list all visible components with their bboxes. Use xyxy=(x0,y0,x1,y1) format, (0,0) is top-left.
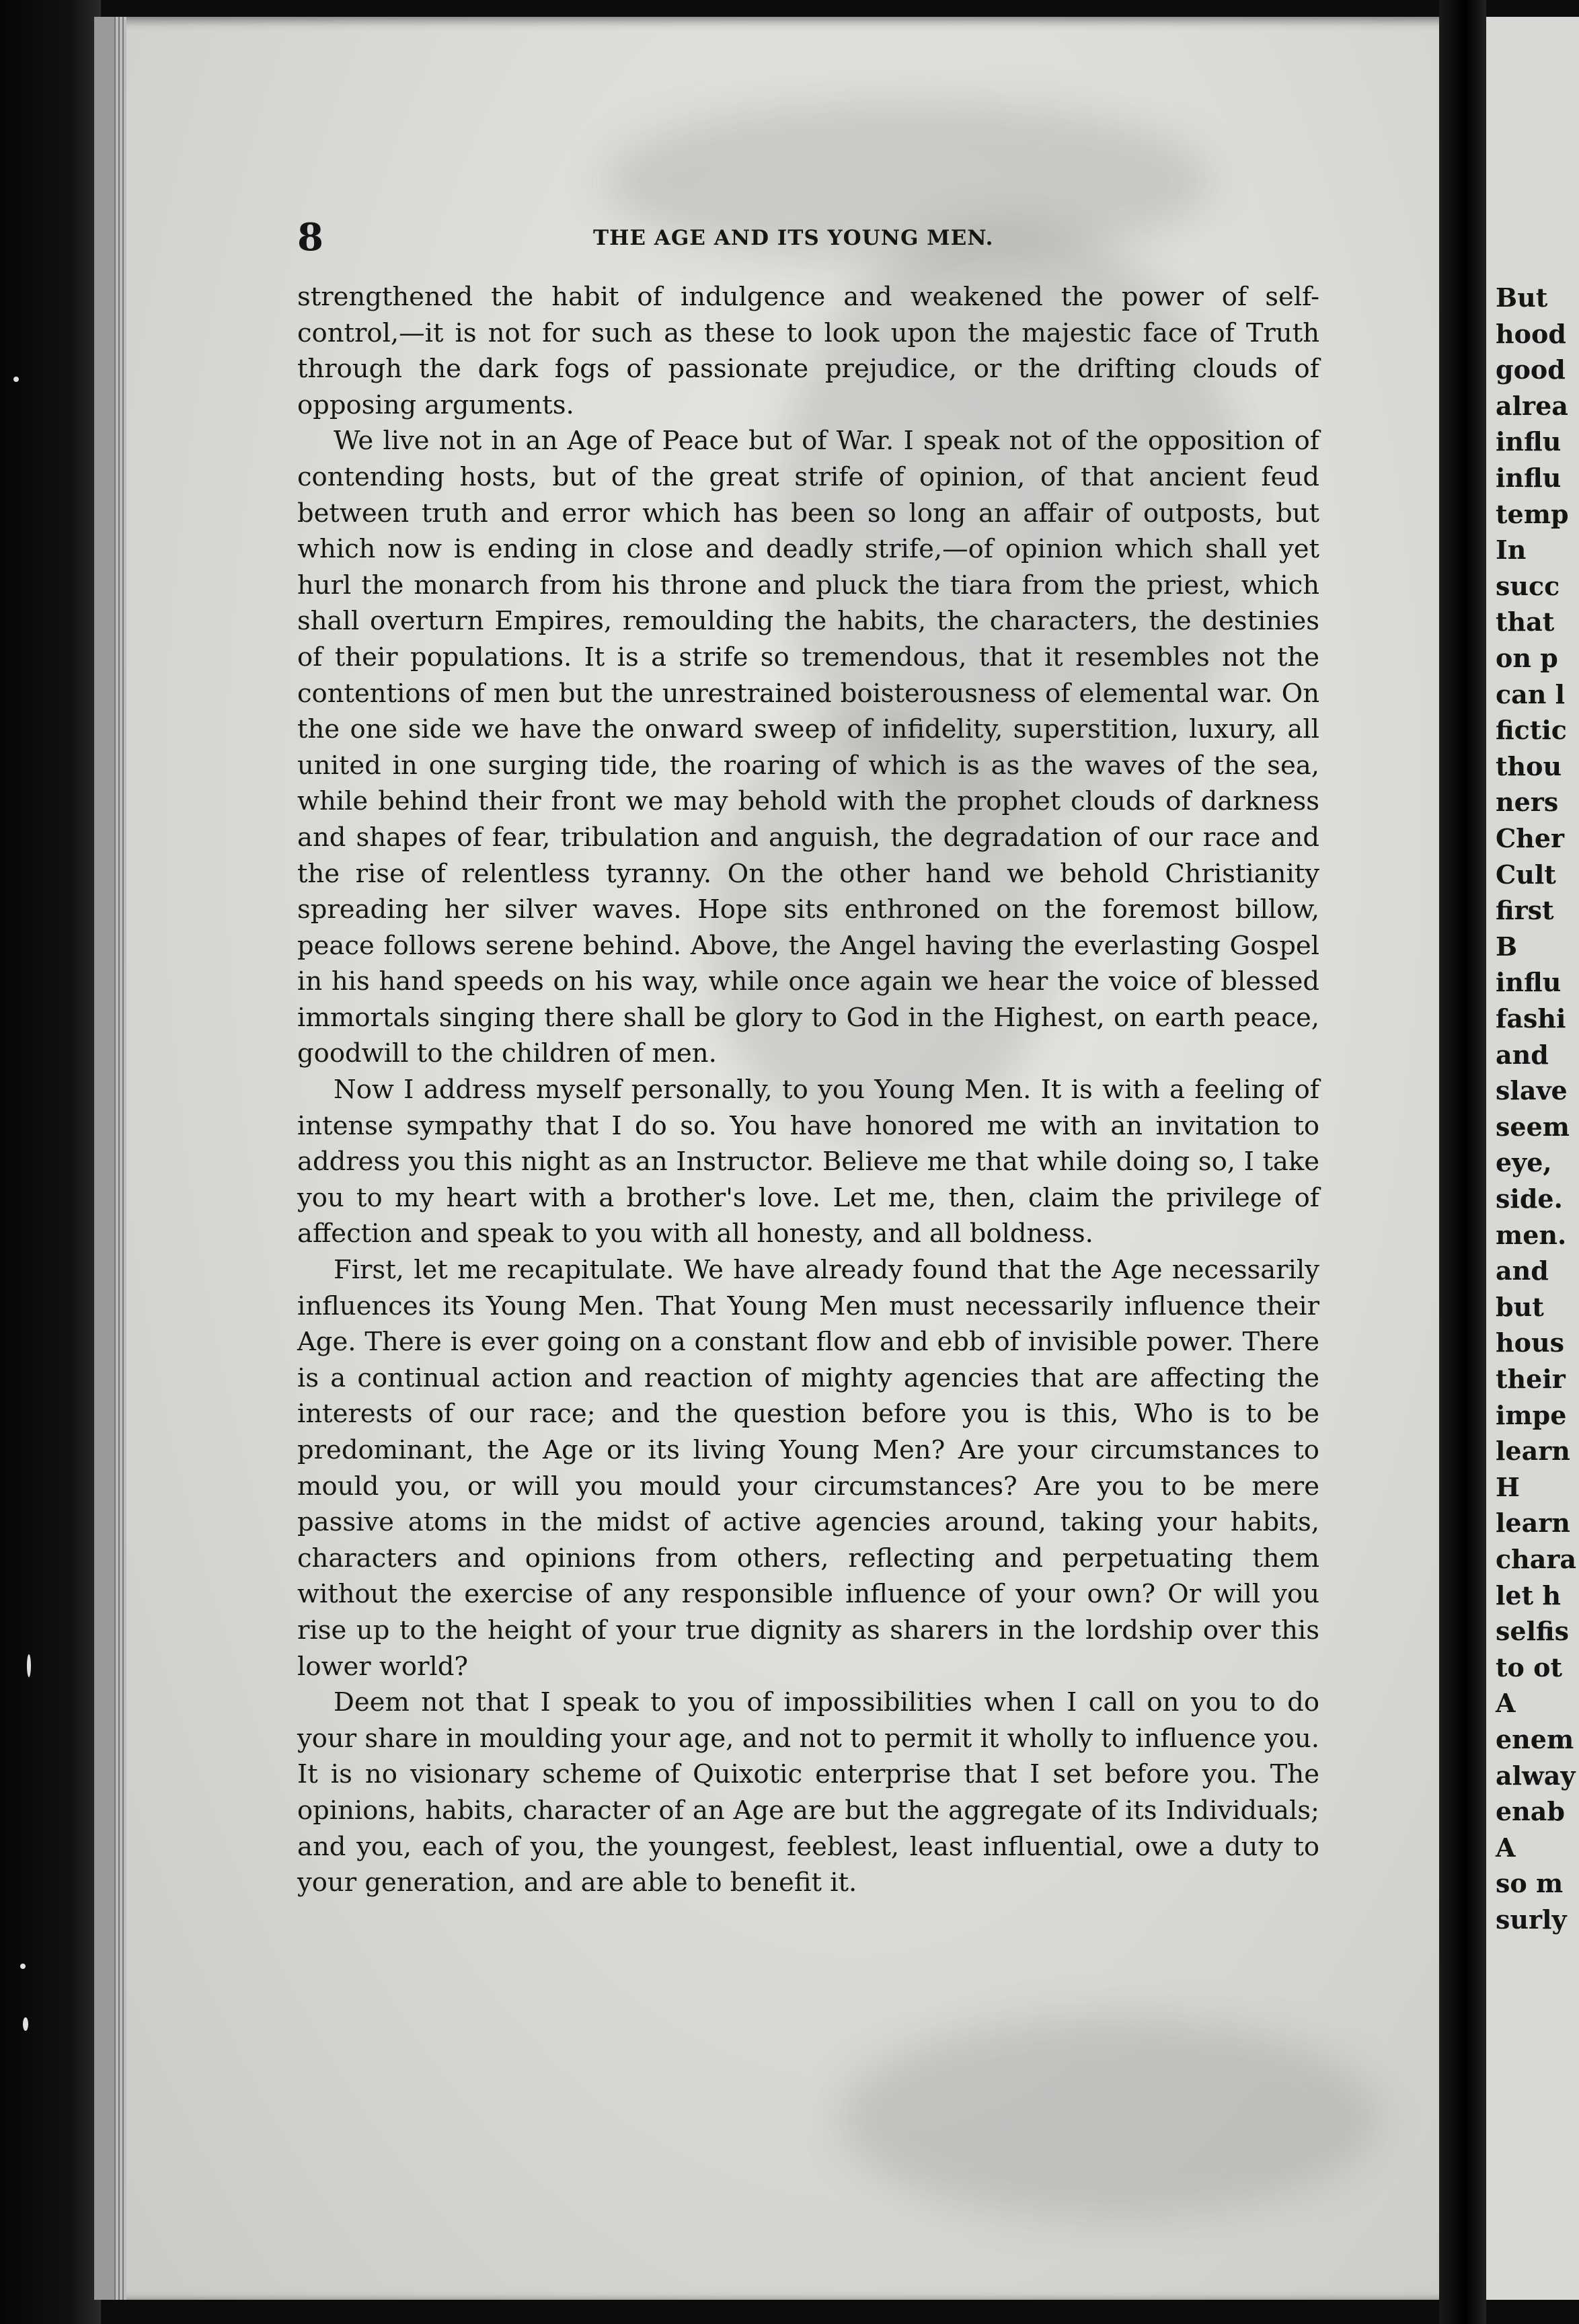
page-edge-stack xyxy=(114,17,126,2300)
facing-page-line: A xyxy=(1496,1832,1516,1863)
paragraph: Now I address myself personally, to you Young Men. It is with a feeling of intense sympathy that I do so. You have honored me with an invitation to address you this night as an Instructor. Believe me that while doing so, I take you to my heart with a brother's love. Let me, then, claim the privilege of affection and speak to you with all honesty, and all boldness. xyxy=(297,1075,1319,1249)
running-title: THE AGE AND ITS YOUNG MEN. xyxy=(593,226,994,250)
body-text xyxy=(297,279,1319,1901)
facing-page-line: selfis xyxy=(1496,1616,1570,1647)
facing-page-line: A xyxy=(1496,1688,1516,1719)
facing-page-line: side. xyxy=(1496,1184,1563,1214)
facing-page-line: Cult xyxy=(1496,859,1556,890)
facing-page-line: enem xyxy=(1496,1724,1574,1754)
facing-page-line: and xyxy=(1496,1255,1549,1286)
facing-page-line: on p xyxy=(1496,643,1558,673)
facing-page-line: influ xyxy=(1496,463,1562,493)
facing-page-line: B xyxy=(1496,931,1518,962)
book-gutter xyxy=(1439,0,1486,2324)
facing-page-line: influ xyxy=(1496,967,1562,998)
speck xyxy=(23,2017,28,2031)
facing-page-line: impe xyxy=(1496,1399,1567,1430)
facing-page-line: to ot xyxy=(1496,1652,1563,1682)
paragraph: First, let me recapitulate. We have already found that the Age necessarily influences its Young Men. That Young Men must necessarily influence their Age. There is ever going on a constant flow and ebb of invisible power. There is a continual action and reaction of mighty agencies that are affecting the interests of our race; and the question before you is this, Who is to be predominant, the Age or its living Young Men? Are your circumstances to mould you, or will you mould your circumstances? Are you to be mere passive atoms in the midst of active agencies around, taking your habits, characters and opinions from others, reflecting and perpetuating them without the exercise of any responsible influence of your own? Or will you rise up to the height of your true dignity as sharers in the lordship over this lower world? xyxy=(297,1255,1319,1682)
facing-page-line: eye, xyxy=(1496,1147,1552,1178)
facing-page-line: alway xyxy=(1496,1760,1576,1791)
page-number: 8 xyxy=(297,215,323,260)
stain xyxy=(841,2017,1379,2219)
facing-page-line: first xyxy=(1496,895,1554,926)
facing-page-line: and xyxy=(1496,1039,1549,1070)
scan-border-left xyxy=(0,0,101,2324)
facing-page-line: chara xyxy=(1496,1544,1577,1574)
facing-page-line: alrea xyxy=(1496,390,1568,421)
facing-page-line: but xyxy=(1496,1291,1544,1322)
facing-page-line: can l xyxy=(1496,679,1566,709)
paragraph: We live not in an Age of Peace but of War. I speak not of the opposition of contending hosts, but of the great strife of opinion, of that ancient feud between truth and error which has been so long an affair of outposts, but which now is ending in close and deadly strife,—of opinion which shall yet hurl the monarch from his throne and pluck the tiara from the priest, which shall overturn Empires, remoulding the habits, the characters, the destinies of their populations. It is a strife so tremendous, that it resembles not the contentions of men but the unrestrained boisterousness of elemental war. On the one side we have the onward sweep of infidelity, superstition, luxury, all united in one surging tide, the roaring of which is as the waves of the sea, while behind their front we may behold with the prophet clouds of darkness and shapes of fear, tribulation and anguish, the degradation of our race and the rise of relentless tyranny. On the other hand we behold Christianity spreading her silver waves. Hope sits enthroned on the foremost billow, peace follows serene behind. Above, the Angel having the everlasting Gospel in his hand speeds on his way, while once again we hear the voice of blessed immortals singing there shall be glory to God in the Highest, on earth peace, goodwill to the children of men. xyxy=(297,426,1319,1069)
paragraph: strengthened the habit of indulgence and weakened the power of self-control,—it is not for such as these to look upon the majestic face of Truth through the dark fogs of passionate prejudice, or the drifting clouds of opposing arguments. xyxy=(297,282,1319,420)
facing-page-line: learn xyxy=(1496,1508,1570,1539)
facing-page-line: learn xyxy=(1496,1436,1570,1467)
facing-page-line: influ xyxy=(1496,426,1562,457)
facing-page-line: In xyxy=(1496,535,1527,566)
paragraph: Deem not that I speak to you of impossibilities when I call on you to do your share in moulding your age, and not to permit it wholly to influence you. It is no visionary scheme of Quixotic enterprise that I set before you. The opinions, habits, character of an Age are but the aggregate of its Individuals; and you, each of you, the youngest, feeblest, least influential, owe a duty to your generation, and are able to benefit it. xyxy=(297,1687,1319,1898)
facing-page-line: H xyxy=(1496,1471,1520,1502)
facing-page-line: seem xyxy=(1496,1111,1570,1142)
speck xyxy=(27,1654,31,1677)
speck xyxy=(13,377,19,382)
facing-page-line: slave xyxy=(1496,1075,1568,1106)
facing-page-line: ners xyxy=(1496,787,1559,818)
facing-page-line: surly xyxy=(1496,1904,1567,1935)
facing-page-line: succ xyxy=(1496,570,1560,601)
facing-page-line: hous xyxy=(1496,1327,1564,1358)
facing-page-line: thou xyxy=(1496,750,1562,781)
facing-page-line: fashi xyxy=(1496,1003,1566,1034)
facing-page-line: temp xyxy=(1496,498,1569,529)
facing-page xyxy=(1486,17,1579,2300)
facing-page-line: But xyxy=(1496,282,1548,313)
facing-page-line: their xyxy=(1496,1364,1566,1394)
facing-page-line: so m xyxy=(1496,1868,1564,1899)
facing-page-line: hood xyxy=(1496,318,1566,349)
facing-page-line: Cher xyxy=(1496,823,1565,853)
facing-page-line: men. xyxy=(1496,1219,1567,1250)
speck xyxy=(20,1964,26,1969)
facing-page-line: fictic xyxy=(1496,715,1567,746)
facing-page-line: enab xyxy=(1496,1796,1565,1827)
facing-page-line: that xyxy=(1496,607,1555,637)
page-header xyxy=(297,215,1319,269)
facing-page-line: let h xyxy=(1496,1580,1562,1611)
facing-page-line: good xyxy=(1496,354,1566,385)
